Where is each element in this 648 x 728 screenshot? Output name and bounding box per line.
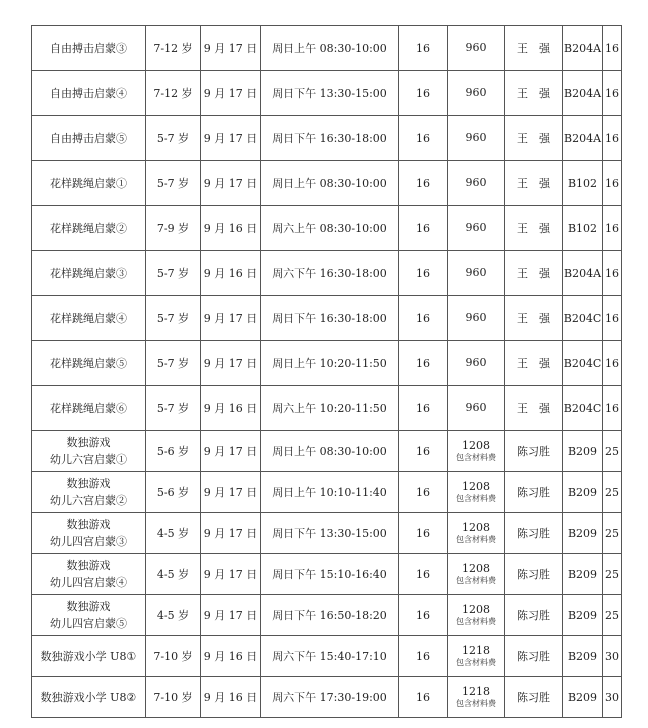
sessions-cell: 16 xyxy=(399,595,448,636)
capacity-cell: 16 xyxy=(603,206,622,251)
sessions-cell: 16 xyxy=(399,386,448,431)
age-range-cell: 5-6 岁 xyxy=(146,472,201,513)
room-cell: B204C xyxy=(563,341,603,386)
course-name-line: 数独游戏 xyxy=(66,559,111,572)
fee-cell xyxy=(448,595,505,636)
capacity-cell: 16 xyxy=(603,71,622,116)
fee-note: 包含材料费 xyxy=(456,657,496,667)
sessions-cell: 16 xyxy=(399,26,448,71)
course-name-cell xyxy=(32,296,146,341)
teacher-cell: 王 强 xyxy=(505,386,563,431)
course-name-line: 幼儿六宫启蒙② xyxy=(50,494,127,507)
fee-cell xyxy=(448,206,505,251)
age-range-cell: 5-7 岁 xyxy=(146,386,201,431)
course-name-cell xyxy=(32,636,146,677)
course-name-cell xyxy=(32,554,146,595)
course-name-line: 数独游戏 xyxy=(66,518,111,531)
capacity-cell: 25 xyxy=(603,513,622,554)
class-time-cell: 周日下午 16:30-18:00 xyxy=(261,116,399,161)
age-range-cell: 4-5 岁 xyxy=(146,595,201,636)
fee-note: 包含材料费 xyxy=(456,575,496,585)
room-cell: B209 xyxy=(563,677,603,718)
table-row xyxy=(32,513,622,554)
table-row xyxy=(32,251,622,296)
table-row xyxy=(32,206,622,251)
fee-cell xyxy=(448,26,505,71)
sessions-cell: 16 xyxy=(399,161,448,206)
course-name-cell xyxy=(32,161,146,206)
course-name-cell xyxy=(32,71,146,116)
fee-amount: 1208 xyxy=(462,438,490,452)
fee-cell xyxy=(448,554,505,595)
class-time-cell: 周日下午 13:30-15:00 xyxy=(261,513,399,554)
start-date-cell: 9 月 17 日 xyxy=(201,161,261,206)
course-name-cell xyxy=(32,26,146,71)
capacity-cell: 30 xyxy=(603,636,622,677)
table-row xyxy=(32,26,622,71)
table-row xyxy=(32,386,622,431)
table-row xyxy=(32,677,622,718)
teacher-cell: 王 强 xyxy=(505,116,563,161)
start-date-cell: 9 月 17 日 xyxy=(201,472,261,513)
capacity-cell: 16 xyxy=(603,386,622,431)
teacher-cell: 王 强 xyxy=(505,341,563,386)
capacity-cell: 16 xyxy=(603,161,622,206)
class-time-cell: 周日上午 10:20-11:50 xyxy=(261,341,399,386)
start-date-cell: 9 月 17 日 xyxy=(201,554,261,595)
course-name-cell xyxy=(32,116,146,161)
sessions-cell: 16 xyxy=(399,116,448,161)
fee-cell xyxy=(448,513,505,554)
teacher-cell: 王 强 xyxy=(505,206,563,251)
room-cell: B204A xyxy=(563,251,603,296)
teacher-cell: 王 强 xyxy=(505,296,563,341)
capacity-cell: 16 xyxy=(603,341,622,386)
fee-amount: 960 xyxy=(465,311,487,324)
course-name-line: 花样跳绳启蒙③ xyxy=(50,266,127,280)
sessions-cell: 16 xyxy=(399,296,448,341)
room-cell: B102 xyxy=(563,206,603,251)
table-body xyxy=(32,26,622,718)
class-time-cell: 周六下午 15:40-17:10 xyxy=(261,636,399,677)
course-name-line: 幼儿四宫启蒙⑤ xyxy=(50,617,127,630)
fee-note: 包含材料费 xyxy=(456,534,496,544)
start-date-cell: 9 月 17 日 xyxy=(201,431,261,472)
room-cell: B209 xyxy=(563,472,603,513)
fee-cell xyxy=(448,296,505,341)
table-row xyxy=(32,116,622,161)
room-cell: B102 xyxy=(563,161,603,206)
course-name-line: 自由搏击启蒙③ xyxy=(50,41,127,55)
start-date-cell: 9 月 17 日 xyxy=(201,26,261,71)
course-name-line: 幼儿四宫启蒙③ xyxy=(50,535,127,548)
class-time-cell: 周日上午 08:30-10:00 xyxy=(261,26,399,71)
fee-cell xyxy=(448,431,505,472)
sessions-cell: 16 xyxy=(399,513,448,554)
teacher-cell: 陈习胜 xyxy=(505,431,563,472)
class-time-cell: 周六上午 10:20-11:50 xyxy=(261,386,399,431)
sessions-cell: 16 xyxy=(399,431,448,472)
teacher-cell: 陈习胜 xyxy=(505,554,563,595)
fee-cell xyxy=(448,636,505,677)
fee-cell xyxy=(448,341,505,386)
teacher-cell: 陈习胜 xyxy=(505,513,563,554)
teacher-cell: 陈习胜 xyxy=(505,677,563,718)
class-time-cell: 周日下午 16:50-18:20 xyxy=(261,595,399,636)
fee-amount: 960 xyxy=(465,131,487,144)
fee-amount: 960 xyxy=(465,401,487,414)
course-name-cell xyxy=(32,595,146,636)
age-range-cell: 7-10 岁 xyxy=(146,636,201,677)
fee-note: 包含材料费 xyxy=(456,616,496,626)
course-name-line: 幼儿六宫启蒙① xyxy=(50,453,127,466)
age-range-cell: 5-7 岁 xyxy=(146,251,201,296)
class-time-cell: 周六下午 16:30-18:00 xyxy=(261,251,399,296)
sessions-cell: 16 xyxy=(399,341,448,386)
room-cell: B209 xyxy=(563,431,603,472)
course-name-cell xyxy=(32,206,146,251)
sessions-cell: 16 xyxy=(399,636,448,677)
teacher-cell: 王 强 xyxy=(505,161,563,206)
age-range-cell: 5-7 岁 xyxy=(146,341,201,386)
fee-cell xyxy=(448,71,505,116)
course-name-cell xyxy=(32,386,146,431)
sessions-cell: 16 xyxy=(399,251,448,296)
capacity-cell: 16 xyxy=(603,116,622,161)
fee-cell xyxy=(448,386,505,431)
sessions-cell: 16 xyxy=(399,206,448,251)
start-date-cell: 9 月 17 日 xyxy=(201,296,261,341)
course-name-line: 花样跳绳启蒙② xyxy=(50,221,127,235)
teacher-cell: 王 强 xyxy=(505,71,563,116)
sessions-cell: 16 xyxy=(399,554,448,595)
table-row xyxy=(32,71,622,116)
capacity-cell: 25 xyxy=(603,595,622,636)
table-row xyxy=(32,554,622,595)
fee-amount: 1208 xyxy=(462,520,490,534)
age-range-cell: 5-7 岁 xyxy=(146,296,201,341)
sessions-cell: 16 xyxy=(399,71,448,116)
room-cell: B209 xyxy=(563,636,603,677)
fee-amount: 1218 xyxy=(462,684,490,698)
table-row xyxy=(32,296,622,341)
course-name-line: 花样跳绳启蒙⑤ xyxy=(50,356,127,370)
teacher-cell: 王 强 xyxy=(505,251,563,296)
fee-note: 包含材料费 xyxy=(456,452,496,462)
course-name-cell xyxy=(32,513,146,554)
course-name-cell xyxy=(32,431,146,472)
course-name-line: 花样跳绳启蒙⑥ xyxy=(50,401,127,415)
course-schedule-table xyxy=(31,25,622,718)
start-date-cell: 9 月 17 日 xyxy=(201,116,261,161)
start-date-cell: 9 月 17 日 xyxy=(201,341,261,386)
capacity-cell: 16 xyxy=(603,251,622,296)
room-cell: B204A xyxy=(563,71,603,116)
age-range-cell: 5-7 岁 xyxy=(146,116,201,161)
capacity-cell: 25 xyxy=(603,554,622,595)
teacher-cell: 王 强 xyxy=(505,26,563,71)
course-name-cell xyxy=(32,472,146,513)
fee-amount: 960 xyxy=(465,41,487,54)
capacity-cell: 16 xyxy=(603,26,622,71)
room-cell: B209 xyxy=(563,513,603,554)
age-range-cell: 5-7 岁 xyxy=(146,161,201,206)
start-date-cell: 9 月 17 日 xyxy=(201,513,261,554)
fee-amount: 1218 xyxy=(462,643,490,657)
class-time-cell: 周日上午 08:30-10:00 xyxy=(261,431,399,472)
course-name-line: 花样跳绳启蒙④ xyxy=(50,311,127,325)
sessions-cell: 16 xyxy=(399,677,448,718)
start-date-cell: 9 月 16 日 xyxy=(201,677,261,718)
table-row xyxy=(32,636,622,677)
course-name-line: 数独游戏小学 U8② xyxy=(40,690,137,704)
fee-amount: 1208 xyxy=(462,561,490,575)
fee-cell xyxy=(448,116,505,161)
start-date-cell: 9 月 16 日 xyxy=(201,251,261,296)
course-name-cell xyxy=(32,251,146,296)
age-range-cell: 5-6 岁 xyxy=(146,431,201,472)
start-date-cell: 9 月 17 日 xyxy=(201,71,261,116)
course-name-line: 花样跳绳启蒙① xyxy=(50,176,127,190)
class-time-cell: 周六下午 17:30-19:00 xyxy=(261,677,399,718)
teacher-cell: 陈习胜 xyxy=(505,595,563,636)
fee-cell xyxy=(448,677,505,718)
fee-amount: 960 xyxy=(465,356,487,369)
course-name-line: 自由搏击启蒙⑤ xyxy=(50,131,127,145)
age-range-cell: 7-10 岁 xyxy=(146,677,201,718)
course-name-line: 自由搏击启蒙④ xyxy=(50,86,127,100)
course-name-line: 幼儿四宫启蒙④ xyxy=(50,576,127,589)
course-name-cell xyxy=(32,341,146,386)
fee-note: 包含材料费 xyxy=(456,698,496,708)
course-name-line: 数独游戏 xyxy=(66,436,111,449)
room-cell: B204C xyxy=(563,386,603,431)
room-cell: B204A xyxy=(563,116,603,161)
sessions-cell: 16 xyxy=(399,472,448,513)
class-time-cell: 周日下午 15:10-16:40 xyxy=(261,554,399,595)
course-name-line: 数独游戏 xyxy=(66,600,111,613)
teacher-cell: 陈习胜 xyxy=(505,636,563,677)
table-row xyxy=(32,341,622,386)
start-date-cell: 9 月 16 日 xyxy=(201,206,261,251)
course-name-line: 数独游戏小学 U8① xyxy=(40,649,137,663)
capacity-cell: 25 xyxy=(603,431,622,472)
table-row xyxy=(32,161,622,206)
class-time-cell: 周日下午 16:30-18:00 xyxy=(261,296,399,341)
start-date-cell: 9 月 17 日 xyxy=(201,595,261,636)
fee-amount: 1208 xyxy=(462,602,490,616)
fee-amount: 960 xyxy=(465,221,487,234)
fee-cell xyxy=(448,472,505,513)
capacity-cell: 30 xyxy=(603,677,622,718)
room-cell: B204C xyxy=(563,296,603,341)
fee-amount: 1208 xyxy=(462,479,490,493)
table-row xyxy=(32,431,622,472)
age-range-cell: 4-5 岁 xyxy=(146,513,201,554)
age-range-cell: 4-5 岁 xyxy=(146,554,201,595)
class-time-cell: 周日上午 08:30-10:00 xyxy=(261,161,399,206)
class-time-cell: 周六上午 08:30-10:00 xyxy=(261,206,399,251)
start-date-cell: 9 月 16 日 xyxy=(201,386,261,431)
fee-amount: 960 xyxy=(465,176,487,189)
teacher-cell: 陈习胜 xyxy=(505,472,563,513)
age-range-cell: 7-12 岁 xyxy=(146,71,201,116)
class-time-cell: 周日下午 13:30-15:00 xyxy=(261,71,399,116)
fee-cell xyxy=(448,161,505,206)
fee-amount: 960 xyxy=(465,86,487,99)
table-row xyxy=(32,595,622,636)
room-cell: B204A xyxy=(563,26,603,71)
fee-note: 包含材料费 xyxy=(456,493,496,503)
room-cell: B209 xyxy=(563,554,603,595)
course-name-line: 数独游戏 xyxy=(66,477,111,490)
age-range-cell: 7-12 岁 xyxy=(146,26,201,71)
table-row xyxy=(32,472,622,513)
age-range-cell: 7-9 岁 xyxy=(146,206,201,251)
room-cell: B209 xyxy=(563,595,603,636)
fee-amount: 960 xyxy=(465,266,487,279)
fee-cell xyxy=(448,251,505,296)
class-time-cell: 周日上午 10:10-11:40 xyxy=(261,472,399,513)
start-date-cell: 9 月 16 日 xyxy=(201,636,261,677)
capacity-cell: 16 xyxy=(603,296,622,341)
capacity-cell: 25 xyxy=(603,472,622,513)
course-name-cell xyxy=(32,677,146,718)
